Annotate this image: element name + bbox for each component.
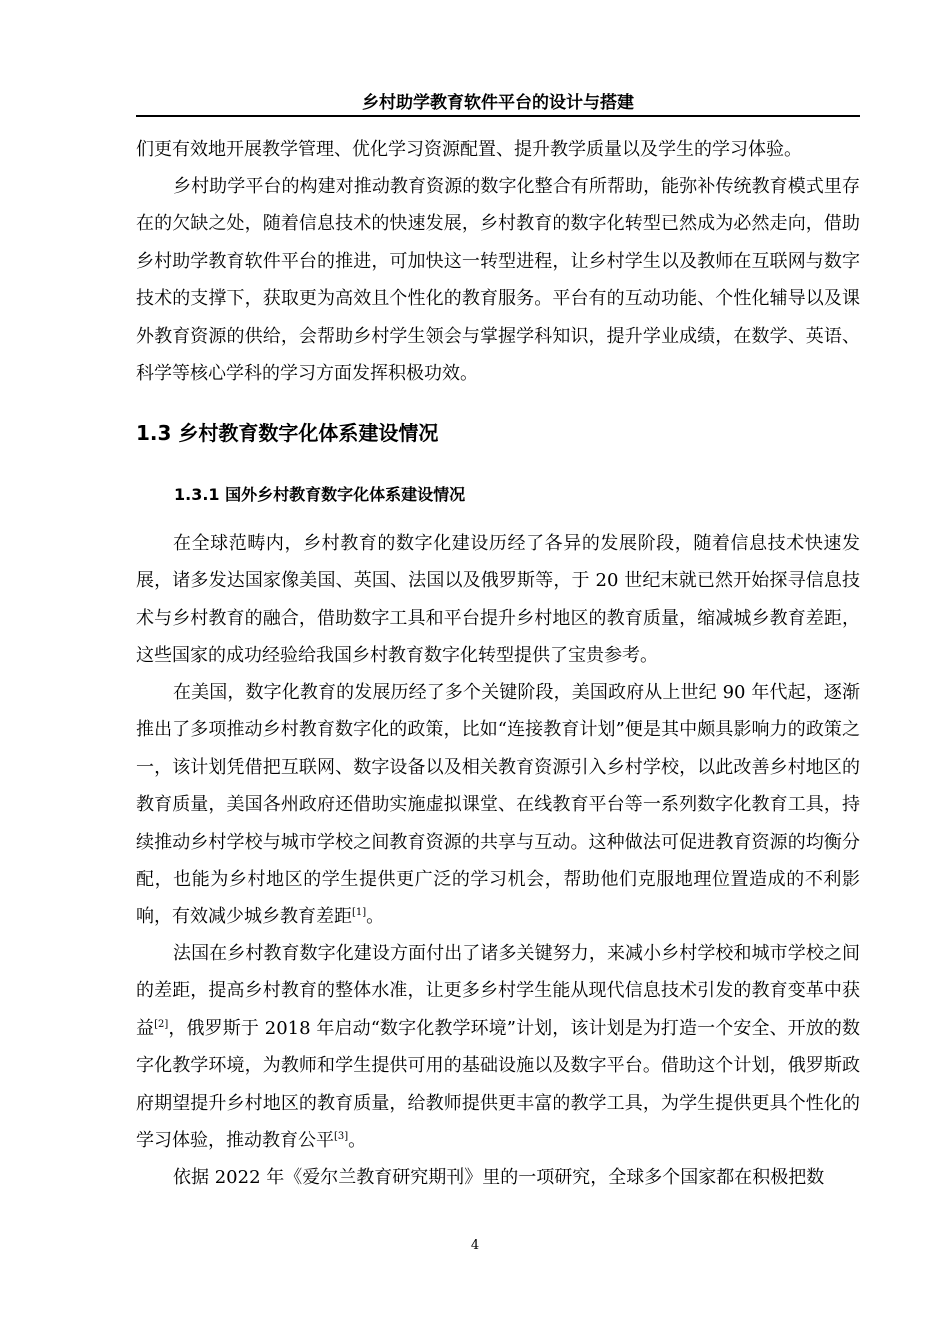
paragraph-global-overview: 在全球范畴内，乡村教育的数字化建设历经了各异的发展阶段，随着信息技术快速发展，诸多发达国家像美国、英国、法国以及俄罗斯等，于 20 世纪末就已然开始探寻信息技术与乡村教育的融合，借助数字工具和平台提升乡村地区的教育质量，缩减城乡教育差距，这些国家的成功经验给我国乡村教育数字化转型提供了宝贵参考。: [136, 533, 860, 667]
paragraph-france-text: 法国在乡村教育数字化建设方面付出了诸多关键努力，来减小乡村学校和城市学校之间的差距，提高乡村教育的整体水准，让更多乡村学生能从现代信息技术引发的教育变革中获益: [136, 943, 860, 1039]
paragraph-france-russia-end: 。: [348, 1130, 367, 1152]
paragraph-platform-role: 乡村助学平台的构建对推动教育资源的数字化整合有所帮助，能弥补传统教育模式里存在的欠缺之处，随着信息技术的快速发展，乡村教育的数字化转型已然成为必然走向，借助乡村助学教育软件平台的推进，可加快这一转型进程，让乡村学生以及教师在互联网与数字技术的支撑下，获取更为高效且个性化的教育服务。平台有的互动功能、个性化辅导以及课外教育资源的供给，会帮助乡村学生领会与掌握学科知识，提升学业成绩，在数学、英语、科学等核心学科的学习方面发挥积极功效。: [136, 176, 860, 385]
section-heading: 1.3 乡村教育数字化体系建设情况: [136, 421, 439, 445]
header-divider: [136, 115, 860, 117]
subsection-heading: 1.3.1 国外乡村教育数字化体系建设情况: [174, 485, 466, 504]
paragraph-usa: [136, 674, 860, 936]
paragraph-russia-text: ，俄罗斯于 2018 年启动“数字化教学环境”计划，该计划是为打造一个安全、开放的数字化教学环境，为教师和学生提供可用的基础设施以及数字平台。借助这个计划，俄罗斯政府期望提升乡村地区的教育质量，给教师提供更丰富的教学工具，为学生提供更具个性化的学习体验，推动教育公平: [136, 1017, 860, 1152]
paragraph-continuation: 们更有效地开展教学管理、优化学习资源配置、提升教学质量以及学生的学习体验。: [136, 139, 802, 160]
citation-ref-1[interactable]: [1]: [352, 907, 367, 919]
page-number: 4: [470, 1238, 480, 1253]
paragraph-france-russia: [136, 935, 860, 1159]
citation-ref-3[interactable]: [3]: [334, 1131, 349, 1143]
paragraph-ireland-study: 依据 2022 年《爱尔兰教育研究期刊》里的一项研究，全球多个国家都在积极把数: [173, 1167, 825, 1188]
paragraph-usa-end: 。: [366, 906, 385, 928]
running-header-title: 乡村助学教育软件平台的设计与搭建: [362, 93, 634, 113]
citation-ref-2[interactable]: [2]: [154, 1018, 169, 1030]
paragraph-usa-text: 在美国，数字化教育的发展历经了多个关键阶段，美国政府从上世纪 90 年代起，逐渐推出了多项推动乡村教育数字化的政策，比如“连接教育计划”便是其中颇具影响力的政策之一，该计划凭借把互联网、数字设备以及相关教育资源引入乡村学校，以此改善乡村地区的教育质量，美国各州政府还借助实施虚拟课堂、在线教育平台等一系列数字化教育工具，持续推动乡村学校与城市学校之间教育资源的共享与互动。这种做法可促进教育资源的均衡分配，也能为乡村地区的学生提供更广泛的学习机会，帮助他们克服地理位置造成的不利影响，有效减少城乡教育差距: [136, 682, 860, 928]
